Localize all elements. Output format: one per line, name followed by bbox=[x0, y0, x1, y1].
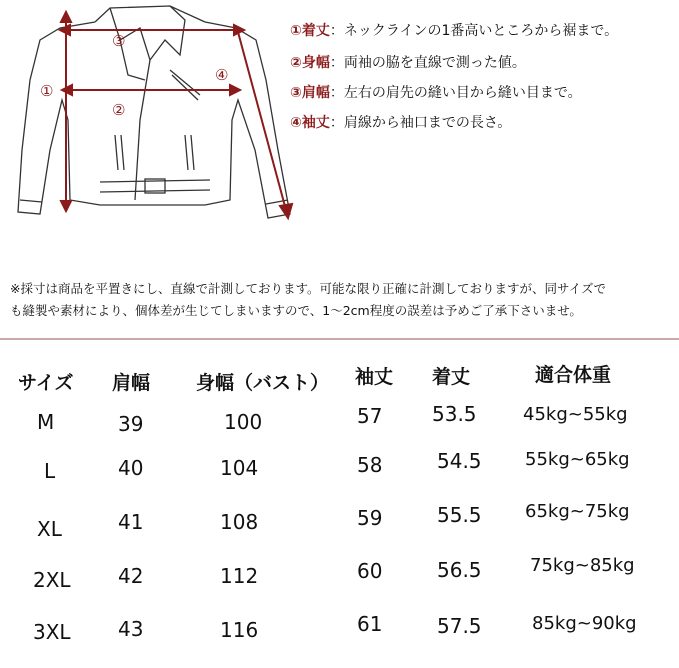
marker-3: ③ bbox=[112, 32, 126, 50]
cell-size: L bbox=[44, 459, 56, 483]
cell-sleeve: 59 bbox=[357, 506, 383, 530]
cell-length: 53.5 bbox=[432, 402, 477, 426]
cell-weight: 65kg~75kg bbox=[525, 501, 630, 522]
cell-chest: 104 bbox=[220, 456, 259, 480]
cell-weight: 85kg~90kg bbox=[532, 613, 637, 634]
marker-1: ① bbox=[40, 82, 54, 100]
legend-row bbox=[290, 52, 526, 72]
cell-weight: 75kg~85kg bbox=[530, 555, 635, 576]
cell-weight: 55kg~65kg bbox=[525, 449, 630, 470]
legend-row bbox=[290, 82, 582, 102]
header-sleeve: 袖丈 bbox=[355, 366, 394, 388]
cell-chest: 112 bbox=[220, 564, 259, 588]
header-weight: 適合体重 bbox=[535, 364, 612, 386]
cell-sleeve: 58 bbox=[357, 453, 383, 477]
cell-chest: 116 bbox=[220, 618, 259, 642]
cell-size: XL bbox=[37, 517, 62, 541]
legend-marker: ① bbox=[290, 23, 302, 39]
cell-shoulder: 41 bbox=[118, 510, 144, 534]
cell-shoulder: 42 bbox=[118, 564, 144, 588]
legend-marker: ② bbox=[290, 55, 302, 71]
legend-desc: ：両袖の脇を直線で測った値。 bbox=[329, 55, 526, 71]
marker-2: ② bbox=[112, 101, 126, 119]
legend-row bbox=[290, 112, 511, 132]
cell-size: M bbox=[37, 410, 55, 434]
cell-chest: 100 bbox=[224, 410, 263, 434]
cell-weight: 45kg~55kg bbox=[523, 404, 628, 425]
note-line-2: も縫製や素材により、個体差が生じてしまいますので、1〜2cm程度の誤差は予めご了承下さいませ。 bbox=[10, 303, 582, 318]
header-size: サイズ bbox=[18, 372, 74, 394]
legend-desc: ：肩線から袖口までの長さ。 bbox=[329, 115, 512, 131]
size-table bbox=[0, 350, 679, 668]
cell-sleeve: 60 bbox=[357, 559, 383, 583]
jacket-outline bbox=[18, 6, 290, 218]
cell-length: 57.5 bbox=[437, 614, 482, 638]
cell-shoulder: 39 bbox=[118, 412, 144, 436]
jacket-diagram bbox=[0, 0, 310, 245]
cell-sleeve: 57 bbox=[357, 404, 383, 428]
legend-term: 身幅 bbox=[301, 55, 330, 71]
cell-size: 2XL bbox=[33, 568, 71, 592]
legend-term: 肩幅 bbox=[301, 85, 330, 101]
marker-4: ④ bbox=[215, 66, 229, 84]
header-chest: 身幅（バスト） bbox=[196, 372, 330, 394]
note-line-1: ※採寸は商品を平置きにし、直線で計測しております。可能な限り正確に計測しておりますが、同サイズで bbox=[10, 281, 606, 296]
legend-row bbox=[290, 20, 618, 40]
cell-shoulder: 40 bbox=[118, 456, 144, 480]
legend-marker: ④ bbox=[290, 115, 302, 131]
cell-chest: 108 bbox=[220, 510, 259, 534]
cell-shoulder: 43 bbox=[118, 617, 144, 641]
cell-length: 54.5 bbox=[437, 449, 482, 473]
measurement-note bbox=[10, 278, 675, 322]
legend-desc: ：ネックラインの1番高いところから裾まで。 bbox=[329, 23, 619, 39]
header-shoulder: 肩幅 bbox=[112, 372, 151, 394]
header-length: 着丈 bbox=[432, 366, 471, 388]
cell-length: 55.5 bbox=[437, 503, 482, 527]
cell-size: 3XL bbox=[33, 620, 71, 644]
cell-length: 56.5 bbox=[437, 558, 482, 582]
legend-term: 着丈 bbox=[301, 23, 330, 39]
cell-sleeve: 61 bbox=[357, 612, 383, 636]
section-divider bbox=[0, 338, 679, 340]
legend-desc: ：左右の肩先の縫い目から縫い目まで。 bbox=[329, 85, 582, 101]
legend-term: 袖丈 bbox=[301, 115, 330, 131]
legend-marker: ③ bbox=[290, 85, 302, 101]
